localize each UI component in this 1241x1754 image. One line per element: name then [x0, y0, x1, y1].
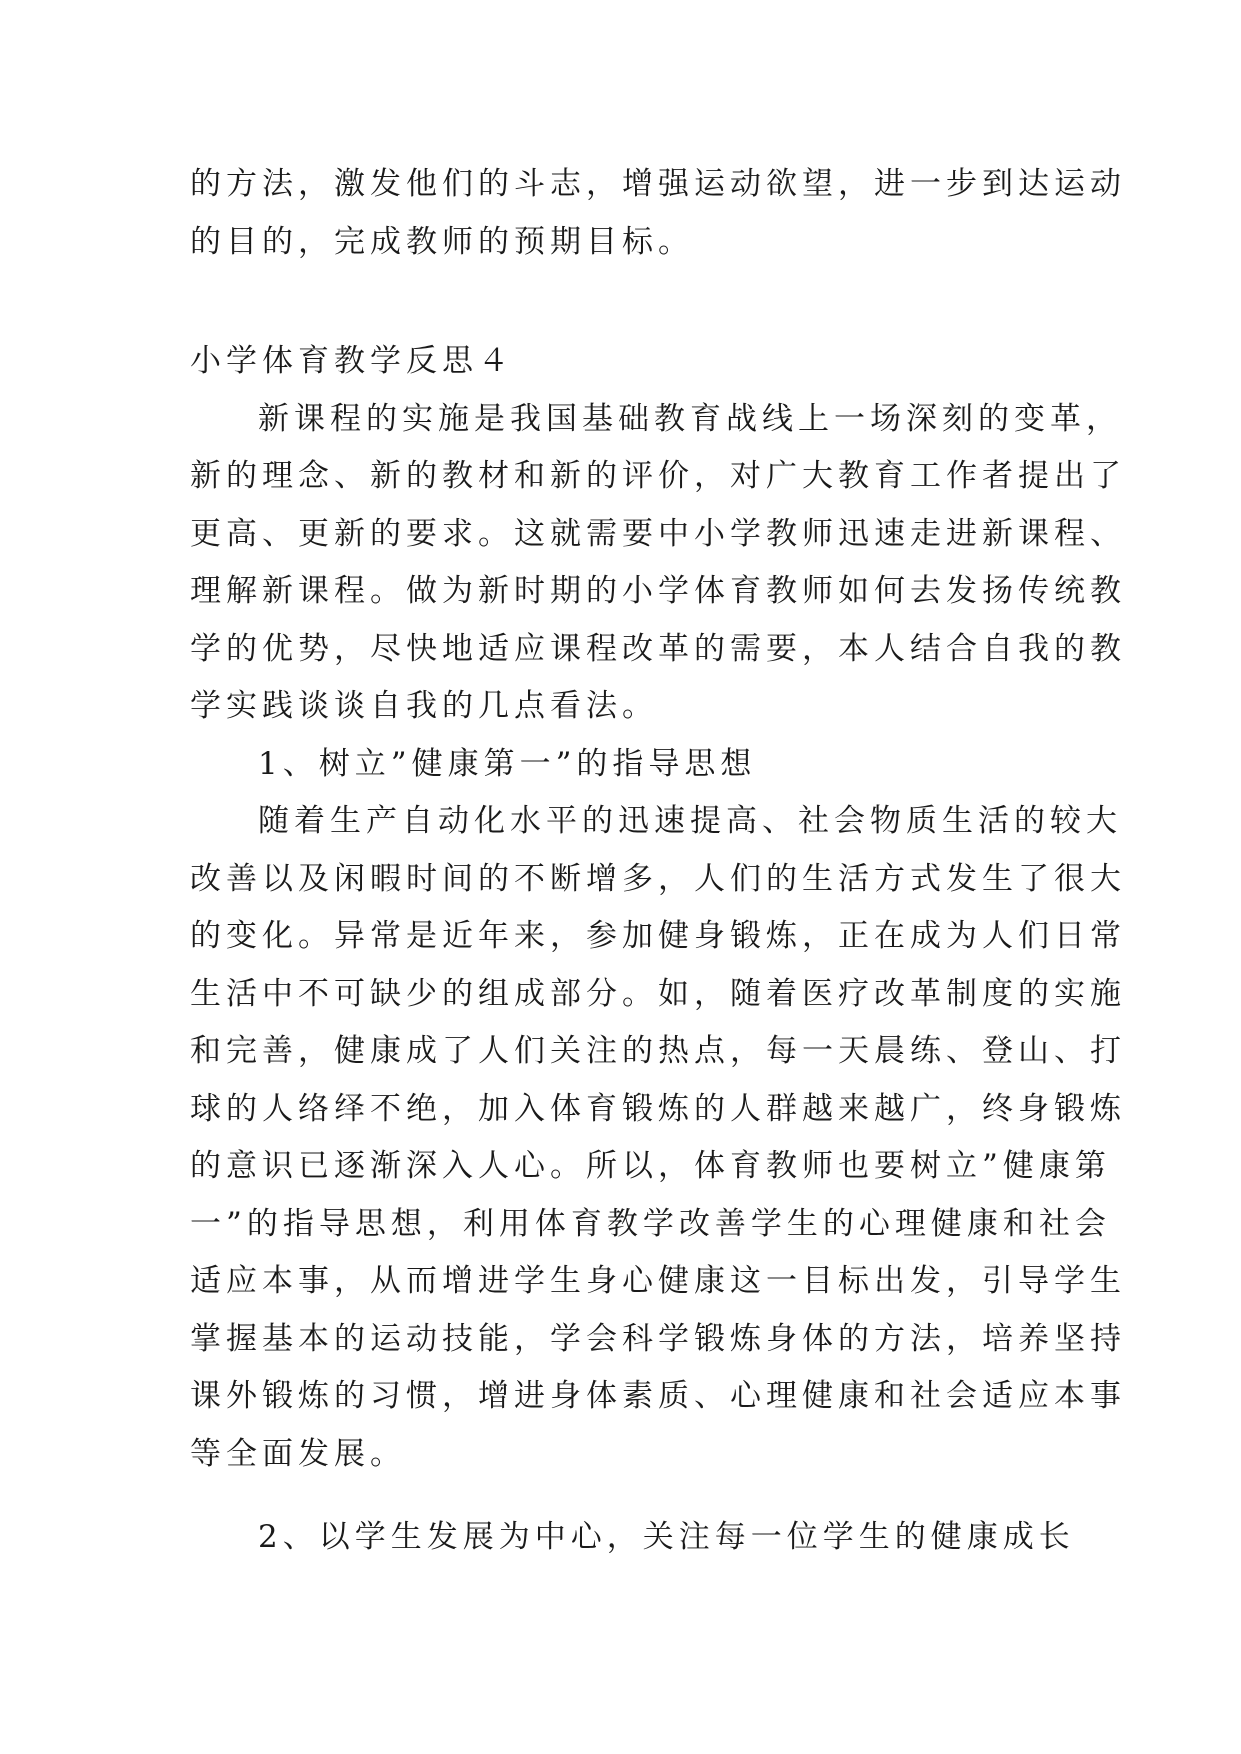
text-line: 掌握基本的运动技能，学会科学锻炼身体的方法，培养坚持	[190, 1320, 1126, 1357]
subheading-student-centered: 2、以学生发展为中心，关注每一位学生的健康成长	[258, 1519, 1075, 1555]
text-line: 和完善，健康成了人们关注的热点，每一天晨练、登山、打	[190, 1033, 1126, 1069]
text-line: 课外锻炼的习惯，增进身体素质、心理健康和社会适应本事	[190, 1378, 1126, 1414]
document-body	[190, 156, 1126, 1567]
text-line: 学的优势，尽快地适应课程改革的需要，本人结合自我的教	[190, 630, 1126, 667]
text-line: 生活中不可缺少的组成部分。如，随着医疗改革制度的实施	[190, 975, 1126, 1012]
text-line: 球的人络绎不绝，加入体育锻炼的人群越来越广，终身锻炼	[190, 1090, 1126, 1127]
text-line: 新课程的实施是我国基础教育战线上一场深刻的变革，	[258, 400, 1122, 437]
text-line: 更高、更新的要求。这就需要中小学教师迅速走进新课程、	[190, 515, 1126, 552]
text-line: 理解新课程。做为新时期的小学体育教师如何去发扬传统教	[190, 573, 1126, 609]
text-line: 的意识已逐渐深入人心。所以，体育教师也要树立”健康第	[190, 1148, 1111, 1184]
subheading-health-first: 1、树立”健康第一”的指导思想	[258, 745, 757, 782]
text-line: 随着生产自动化水平的迅速提高、社会物质生活的较大	[258, 803, 1122, 839]
text-line: 等全面发展。	[190, 1435, 406, 1472]
section-title: 小学体育教学反思４	[190, 343, 514, 379]
text-line: 改善以及闲暇时间的不断增多，人们的生活方式发生了很大	[190, 860, 1126, 897]
text-line: 的方法，激发他们的斗志，增强运动欲望，进一步到达运动	[190, 166, 1126, 202]
text-line: 学实践谈谈自我的几点看法。	[190, 688, 658, 724]
text-line: 一”的指导思想，利用体育教学改善学生的心理健康和社会	[190, 1205, 1111, 1242]
text-line: 的变化。异常是近年来，参加健身锻炼，正在成为人们日常	[190, 918, 1126, 954]
text-line: 的目的，完成教师的预期目标。	[190, 223, 694, 260]
text-line: 适应本事，从而增进学生身心健康这一目标出发，引导学生	[190, 1263, 1126, 1299]
text-line: 新的理念、新的教材和新的评价，对广大教育工作者提出了	[190, 458, 1126, 494]
